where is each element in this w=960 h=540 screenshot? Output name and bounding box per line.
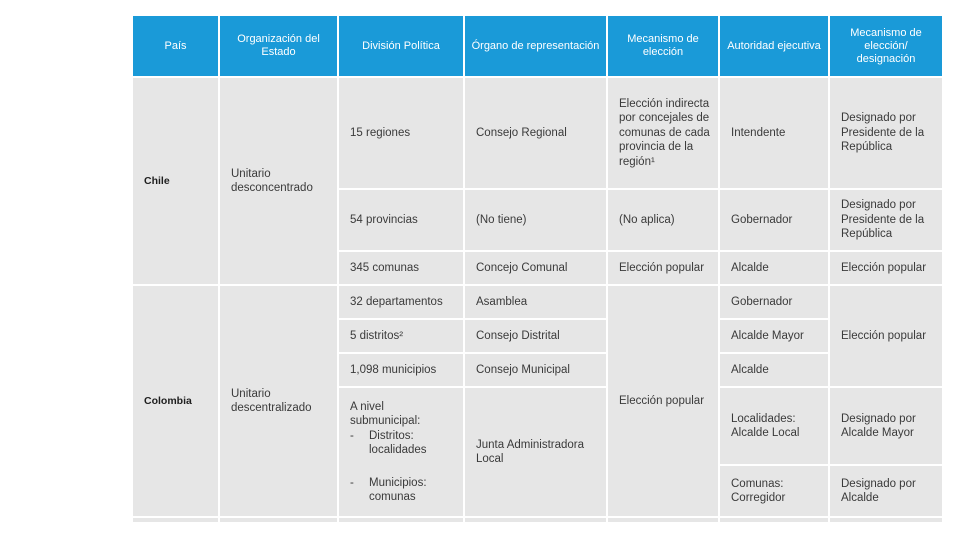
division-cell: 54 provincias	[338, 189, 464, 251]
designation-cell: Designado por Presidente de la República	[829, 77, 943, 189]
organ-cell: Junta Administradora Local	[464, 387, 607, 517]
mechanism-cell: Elección popular	[607, 285, 719, 517]
authority-cell: Localidades: Alcalde Local	[719, 387, 829, 465]
header-organizacion: Organización del Estado	[219, 15, 338, 77]
empty-cell	[132, 517, 219, 523]
header-pais: País	[132, 15, 219, 77]
submunicipal-item-text: Municipios: comunas	[369, 476, 427, 503]
submunicipal-heading: A nivel submunicipal:	[350, 400, 421, 427]
table-row	[132, 77, 943, 189]
table-row-continuation	[132, 517, 943, 523]
empty-cell	[464, 517, 607, 523]
authority-cell: Intendente	[719, 77, 829, 189]
division-cell: 32 departamentos	[338, 285, 464, 319]
organ-cell: Consejo Distrital	[464, 319, 607, 353]
header-designacion: Mecanismo de elección/ designación	[829, 15, 943, 77]
country-chile: Chile	[132, 77, 219, 285]
organ-cell: Consejo Regional	[464, 77, 607, 189]
authority-cell: Alcalde	[719, 353, 829, 387]
empty-cell	[719, 517, 829, 523]
division-cell: 345 comunas	[338, 251, 464, 285]
mechanism-cell: Elección popular	[607, 251, 719, 285]
table-row	[132, 285, 943, 319]
empty-cell	[338, 517, 464, 523]
organ-cell: Concejo Comunal	[464, 251, 607, 285]
header-row	[132, 15, 943, 77]
submunicipal-item	[350, 429, 457, 458]
empty-cell	[829, 517, 943, 523]
submunicipal-item	[350, 476, 457, 505]
government-comparison-table	[131, 14, 944, 524]
organization-colombia: Unitario descentralizado	[219, 285, 338, 517]
country-colombia: Colombia	[132, 285, 219, 517]
organ-cell: Asamblea	[464, 285, 607, 319]
empty-cell	[607, 517, 719, 523]
dash-marker: -	[350, 476, 354, 489]
organization-chile: Unitario desconcentrado	[219, 77, 338, 285]
header-autoridad: Autoridad ejecutiva	[719, 15, 829, 77]
authority-cell: Comunas: Corregidor	[719, 465, 829, 517]
dash-marker: -	[350, 429, 354, 442]
designation-cell: Elección popular	[829, 251, 943, 285]
header-division: División Política	[338, 15, 464, 77]
designation-cell: Designado por Alcalde	[829, 465, 943, 517]
submunicipal-item-text: Distritos: localidades	[369, 429, 427, 456]
submunicipal-division-cell	[338, 387, 464, 517]
mechanism-cell: Elección indirecta por concejales de comunas de cada provincia de la región¹	[607, 77, 719, 189]
header-mecanismo: Mecanismo de elección	[607, 15, 719, 77]
mechanism-cell: (No aplica)	[607, 189, 719, 251]
authority-cell: Alcalde Mayor	[719, 319, 829, 353]
designation-cell: Elección popular	[829, 285, 943, 387]
header-organo: Órgano de representación	[464, 15, 607, 77]
division-cell: 1,098 municipios	[338, 353, 464, 387]
designation-cell: Designado por Presidente de la República	[829, 189, 943, 251]
authority-cell: Gobernador	[719, 285, 829, 319]
authority-cell: Gobernador	[719, 189, 829, 251]
designation-cell: Designado por Alcalde Mayor	[829, 387, 943, 465]
empty-cell	[219, 517, 338, 523]
organ-cell: (No tiene)	[464, 189, 607, 251]
organ-cell: Consejo Municipal	[464, 353, 607, 387]
authority-cell: Alcalde	[719, 251, 829, 285]
division-cell: 5 distritos²	[338, 319, 464, 353]
division-cell: 15 regiones	[338, 77, 464, 189]
